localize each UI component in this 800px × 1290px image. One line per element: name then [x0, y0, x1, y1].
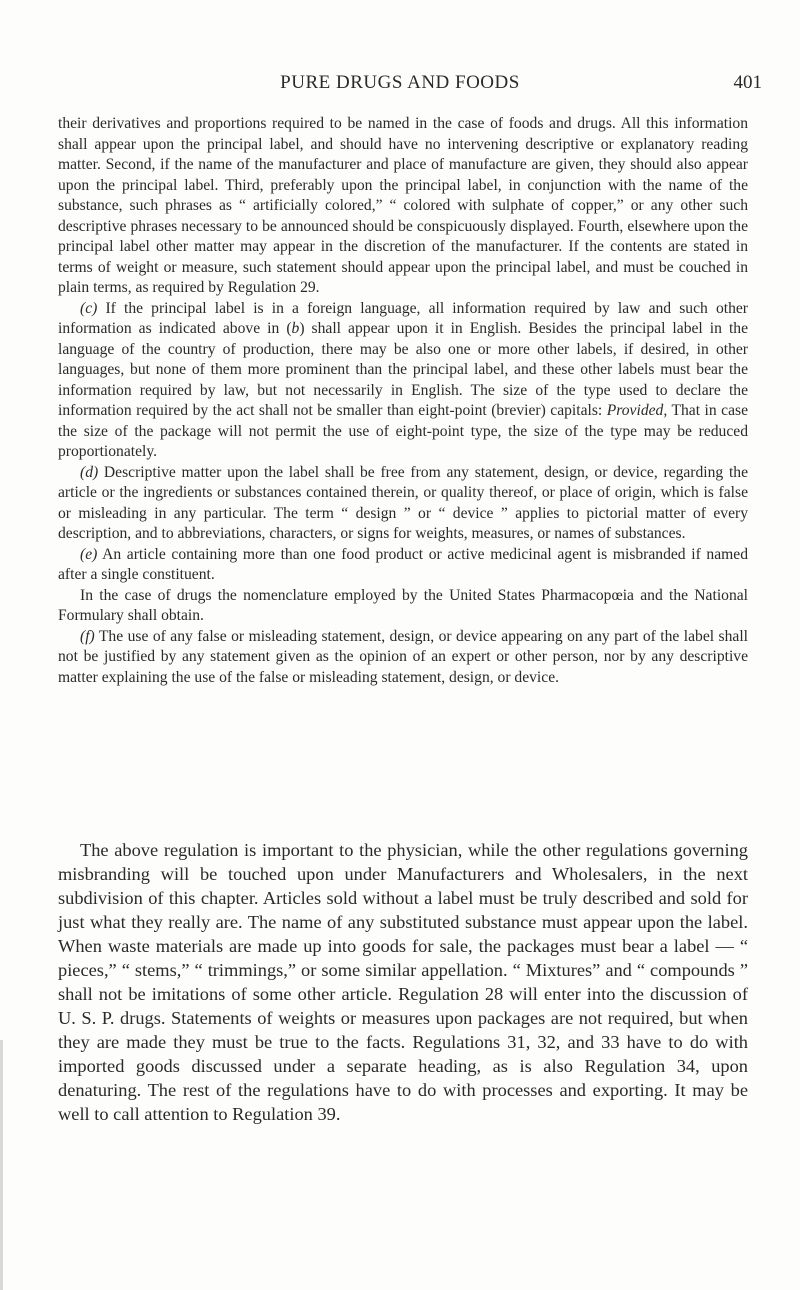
c-text-after: ) shall appear upon it in English. Besides the principal label in the language of the country of production, there may be also one or more other labels, if desired, in other languages, but none of them more prominent than the principal label, and these other labels must bear the information required by law, but not necessarily in English. The size of the type used to declare the information required by the act shall not be smaller than eight-point (brevier) capitals:: [58, 320, 748, 419]
f-text: The use of any false or misleading statement, design, or device appearing on any part of the label shall not be justified by any statement given as the opinion of an expert or other person, nor by any descriptive matter explaining the use of the false or misleading statement, design, or device.: [58, 627, 748, 686]
page-number: 401: [733, 72, 762, 93]
c-text-end: That in case the size of the package will not permit the use of eight-point type, the size of the type may be reduced proportionately.: [58, 402, 749, 460]
running-title: PURE DRUGS AND FOODS: [280, 72, 520, 93]
commentary-text-block: [58, 838, 748, 1126]
item-label-d: (d): [80, 463, 99, 481]
page-edge-shadow: [0, 1040, 3, 1290]
c-ref-b: b: [291, 320, 300, 337]
paragraph-f-false-statements: [58, 627, 748, 689]
item-label-c: (c): [80, 299, 98, 317]
c-provided: Provided,: [606, 402, 668, 419]
paragraph-e-single-constituent: [58, 545, 748, 586]
paragraph-d-descriptive-matter: [58, 463, 748, 545]
item-label-e: (e): [80, 545, 98, 563]
running-head: [0, 72, 800, 102]
item-label-f: (f): [80, 627, 95, 645]
paragraph-pharmacopoeia: In the case of drugs the nomenclature employed by the United States Pharmacopœia and the National Formulary shall obtain.: [58, 586, 748, 624]
d-text: Descriptive matter upon the label shall be free from any statement, design, or device, regarding the article or the ingredients or substances contained therein, or quality thereof, or place of origin, which is false or misleading in any particular. The term “ design ” or “ device ” applies to pictorial matter of every description, and to abbreviations, characters, or signs for weights, measures, or names of substances.: [58, 463, 748, 542]
paragraph-c-foreign-language: [58, 299, 748, 463]
e-text: An article containing more than one food product or active medicinal agent is misbranded if named after a single constituent.: [58, 545, 748, 583]
regulation-text-block: [58, 114, 748, 688]
paragraph-derivatives: their derivatives and proportions required to be named in the case of foods and drugs. All this information shall appear upon the principal label, and should have no intervening descriptive or explanatory reading matter. Second, if the name of the manufacturer and place of manufacture are given, they should also appear upon the principal label. Third, preferably upon the principal label, in conjunction with the name of the substance, such phrases as “ artificially colored,” “ colored with sulphate of copper,” or any other such descriptive phrases necessary to be announced should be conspicuously displayed. Fourth, elsewhere upon the principal label other matter may appear in the discretion of the manufacturer. If the contents are stated in terms of weight or measure, such statement should appear upon the principal label, and must be couched in plain terms, as required by Regulation 29.: [58, 115, 748, 296]
c-text-before: If the principal label is in a foreign language, all information required by law and such other information as indicated above in (: [58, 299, 748, 337]
paragraph-commentary: The above regulation is important to the physician, while the other regulations governing misbranding will be touched upon under Manufacturers and Wholesalers, in the next subdivision of this chapter. Articles sold without a label must be truly described and sold for just what they really are. The name of any substituted substance must appear upon the label. When waste materials are made up into goods for sale, the packages must bear a label — “ pieces,” “ stems,” “ trimmings,” or some similar appellation. “ Mixtures” and “ compounds ” shall not be imitations of some other article. Regulation 28 will enter into the discussion of U. S. P. drugs. Statements of weights or measures upon packages are not required, but when they are made they must be true to the facts. Regulations 31, 32, and 33 have to do with imported goods discussed under a separate heading, as is also Regulation 34, upon denaturing. The rest of the regulations have to do with processes and exporting. It may be well to call attention to Regulation 39.: [58, 840, 748, 1124]
